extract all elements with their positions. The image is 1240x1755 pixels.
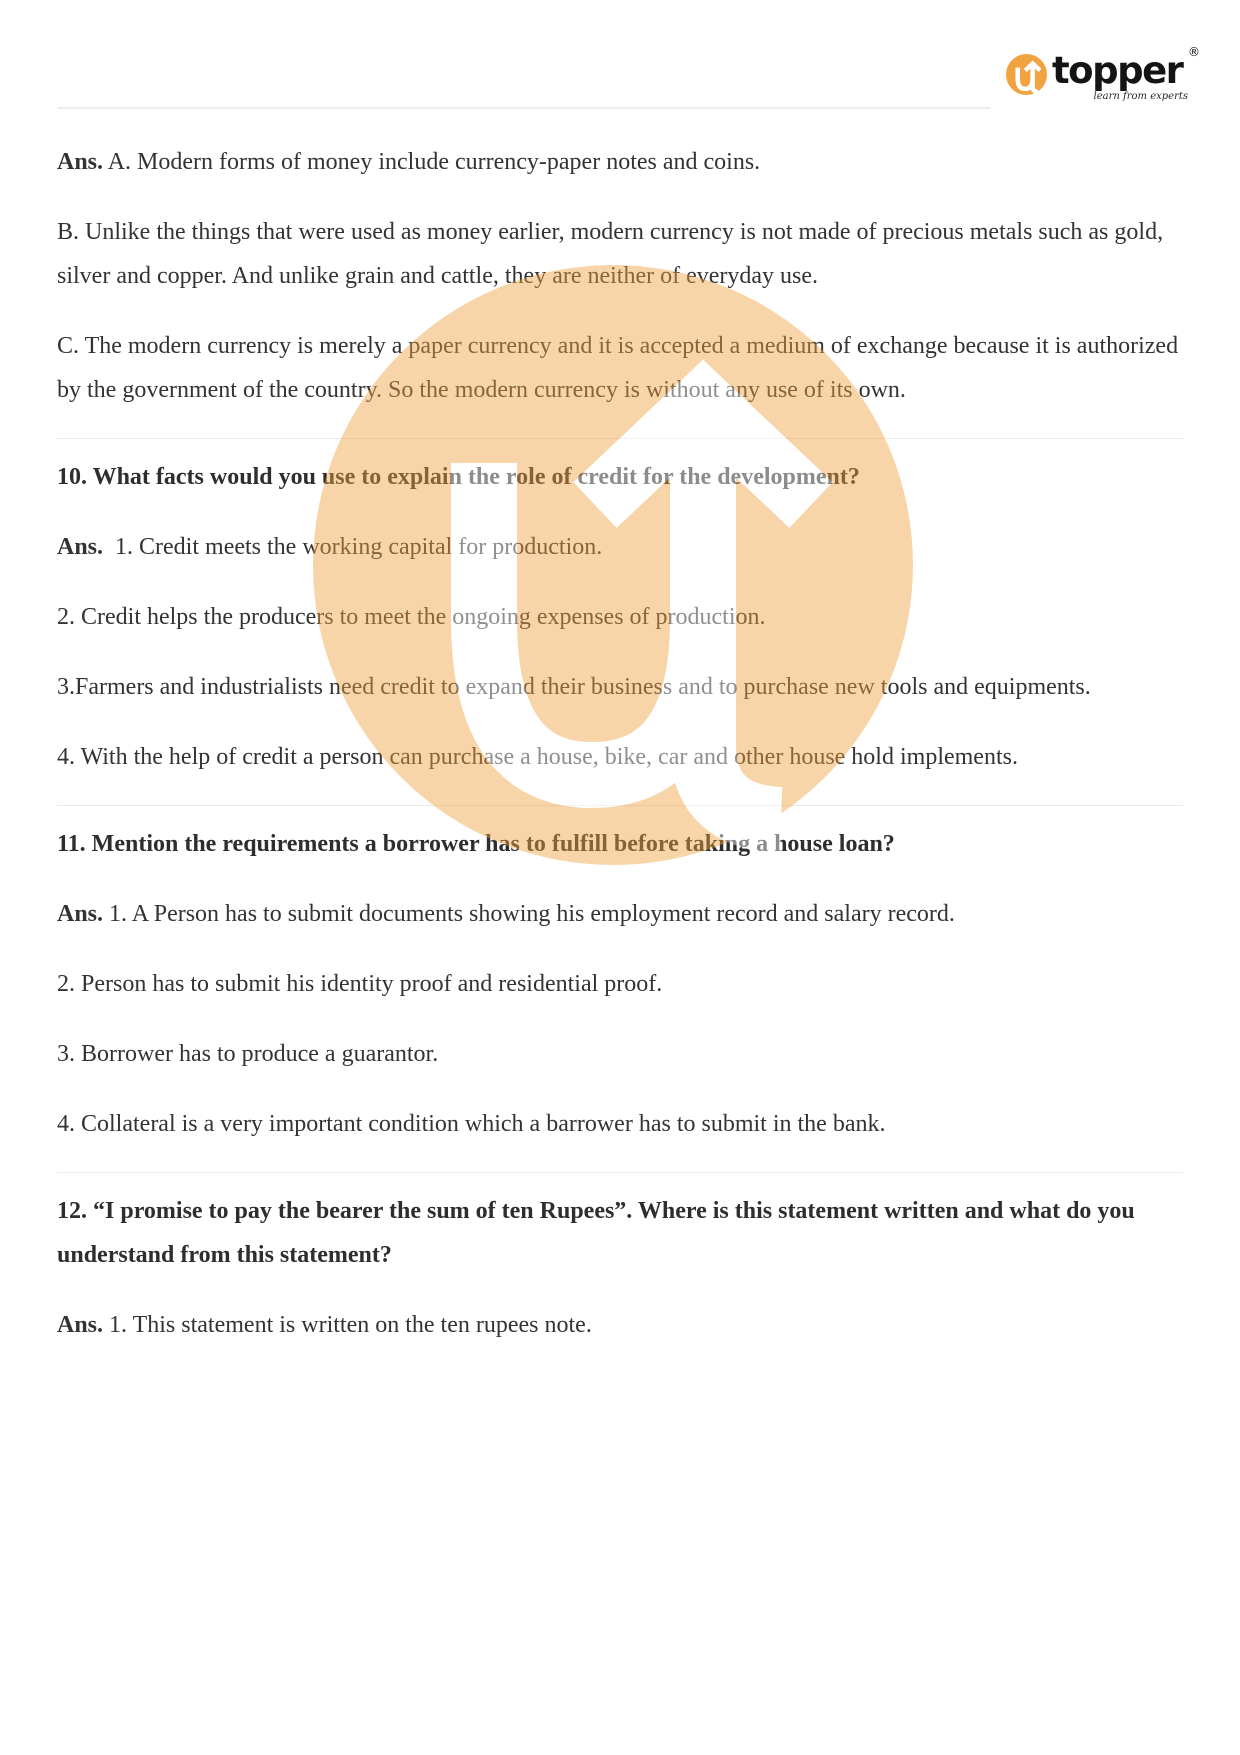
- answer-paragraph: [57, 1303, 1183, 1347]
- registered-trademark-symbol: ®: [1188, 45, 1200, 59]
- answer-label: Ans.: [57, 1312, 104, 1338]
- answer-label: Ans.: [57, 901, 104, 927]
- question-heading: 10. What facts would you use to explain the role of credit for the development?: [57, 464, 860, 490]
- answer-paragraph: [57, 525, 1183, 569]
- utopper-logo: [1006, 45, 1206, 107]
- answer-paragraph: [57, 892, 1183, 936]
- header-divider: [57, 107, 991, 109]
- body-paragraph: 2. Credit helps the producers to meet the ongoing expenses of production.: [57, 604, 766, 630]
- body-paragraph: 4. Collateral is a very important condition which a barrower has to submit in the bank.: [57, 1111, 886, 1137]
- question-heading: 11. Mention the requirements a borrower has to fulfill before taking a house loan?: [57, 831, 895, 857]
- section-divider: [57, 805, 1183, 806]
- answer-text: 1. A Person has to submit documents showing his employment record and salary record.: [103, 901, 955, 927]
- section-divider: [57, 438, 1183, 439]
- body-paragraph: 3. Borrower has to produce a guarantor.: [57, 1041, 439, 1067]
- body-paragraph: 2. Person has to submit his identity proof and residential proof.: [57, 971, 663, 997]
- answer-text: A. Modern forms of money include currency-paper notes and coins.: [103, 149, 761, 175]
- answer-text: 1. This statement is written on the ten rupees note.: [103, 1312, 592, 1338]
- body-paragraph: B. Unlike the things that were used as money earlier, modern currency is not made of precious metals such as gold, silver and copper. And unlike grain and cattle, they are neither of everyday use.: [57, 219, 1164, 289]
- answer-paragraph: [57, 140, 1183, 184]
- document-content: [57, 140, 1183, 1373]
- answer-label: Ans.: [57, 534, 104, 560]
- question-heading: 12. “I promise to pay the bearer the sum of ten Rupees”. Where is this statement written and what do you understand from this statement?: [57, 1198, 1135, 1268]
- utopper-logo-icon: [1006, 54, 1047, 95]
- answer-label: Ans.: [57, 149, 104, 175]
- brand-wordmark: topper: [1052, 49, 1183, 92]
- answer-text: 1. Credit meets the working capital for production.: [103, 534, 603, 560]
- body-paragraph: C. The modern currency is merely a paper currency and it is accepted a medium of exchange because it is authorized by the government of the country. So the modern currency is without any use of its own.: [57, 333, 1179, 403]
- body-paragraph: 4. With the help of credit a person can purchase a house, bike, car and other house hold implements.: [57, 744, 1018, 770]
- body-paragraph: 3.Farmers and industrialists need credit to expand their business and to purchase new tools and equipments.: [57, 674, 1091, 700]
- section-divider: [57, 1172, 1183, 1173]
- brand-tagline: learn from experts: [1093, 91, 1188, 102]
